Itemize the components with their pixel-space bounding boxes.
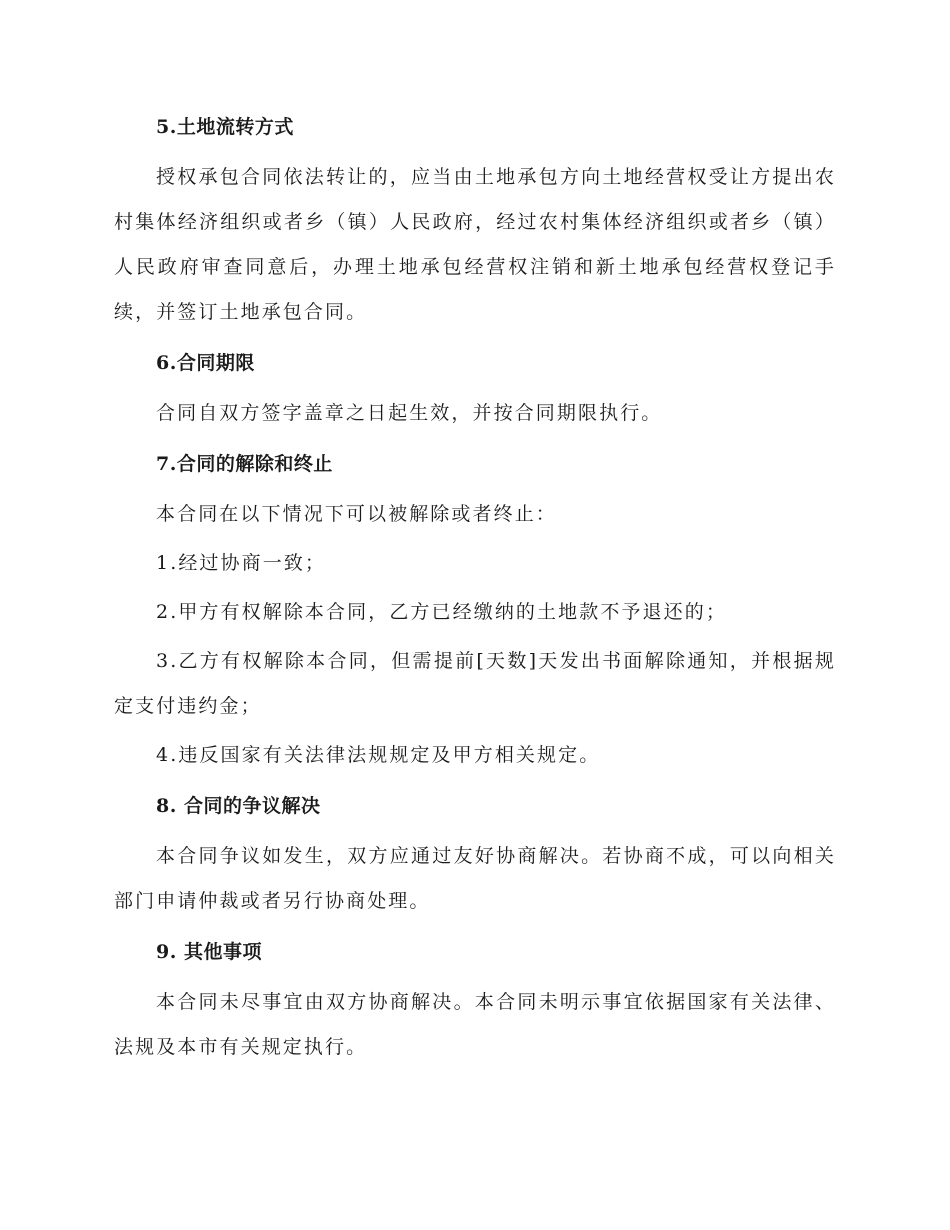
section-8-heading: 8. 合同的争议解决: [156, 795, 321, 817]
section-7-heading: 7.合同的解除和终止: [156, 453, 333, 475]
section-6-heading: 6.合同期限: [156, 352, 255, 374]
section-9-heading: 9. 其他事项: [156, 941, 262, 963]
document-content: [114, 109, 836, 1074]
section-7-intro: 本合同在以下情况下可以被解除或者终止：: [156, 503, 557, 525]
section-7-item-1: 1.经过协商一致；: [156, 552, 327, 574]
section-7-item-4: 4.违反国家有关法律法规规定及甲方相关规定。: [156, 744, 601, 766]
section-8-body: 本合同争议如发生，双方应通过友好协商解决。若协商不成，可以向相关部门申请仲裁或者另行协商处理。: [114, 845, 836, 912]
section-7-item-2: 2.甲方有权解除本合同，乙方已经缴纳的土地款不予退还的；: [156, 601, 727, 623]
section-7-item-3: 3.乙方有权解除本合同，但需提前[天数]天发出书面解除通知，并根据规定支付违约金；: [114, 650, 836, 717]
section-9-body: 本合同未尽事宜由双方协商解决。本合同未明示事宜依据国家有关法律、法规及本市有关规定执行。: [114, 991, 836, 1058]
section-5-body: 授权承包合同依法转让的，应当由土地承包方向土地经营权受让方提出农村集体经济组织或者乡（镇）人民政府，经过农村集体经济组织或者乡（镇）人民政府审查同意后，办理土地承包经营权注销和新土地承包经营权登记手续，并签订土地承包合同。: [114, 166, 836, 323]
section-6-body: 合同自双方签字盖章之日起生效，并按合同期限执行。: [156, 402, 663, 424]
section-5-heading: 5.土地流转方式: [156, 116, 294, 138]
